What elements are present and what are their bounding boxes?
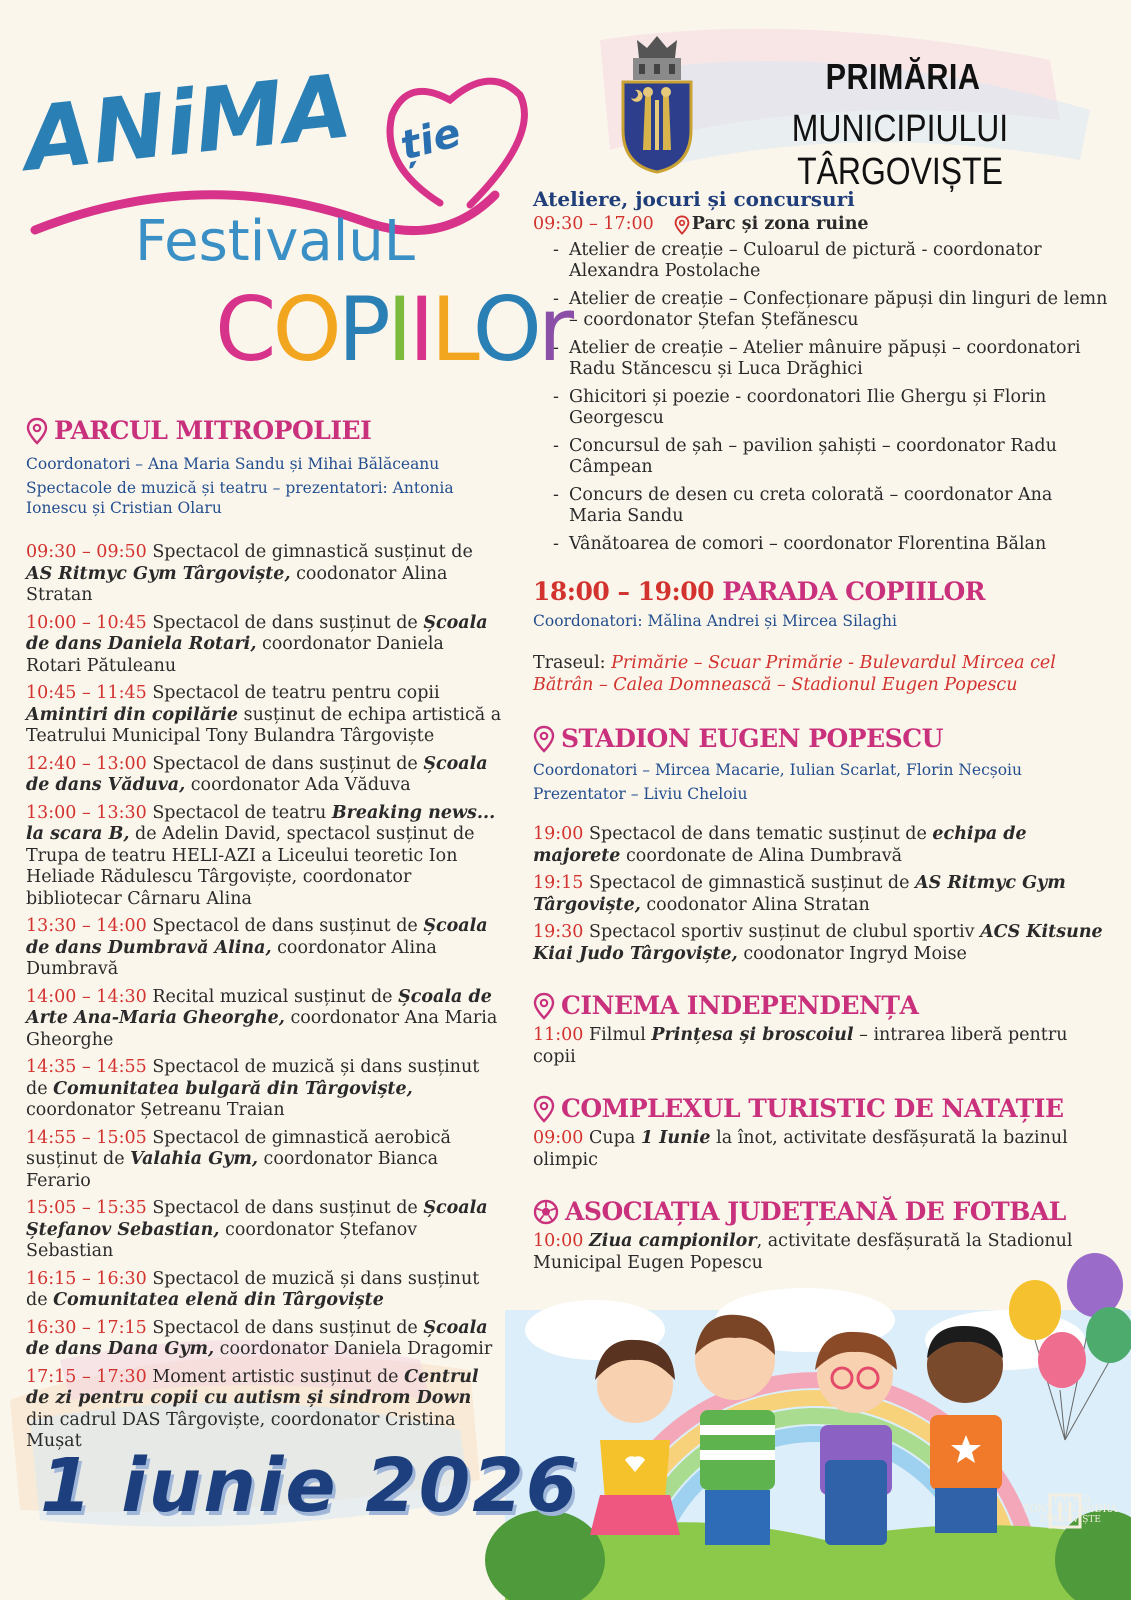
location-pin-icon (26, 417, 48, 445)
event-item (26, 1318, 502, 1361)
event-item (26, 683, 502, 748)
event-time: 10:00 (533, 1231, 584, 1251)
parada-traseu (533, 653, 1108, 696)
soccer-ball-icon (533, 1199, 559, 1225)
event-text: Spectacol de muzică și dans susținut de (26, 1057, 480, 1099)
event-item (26, 542, 502, 607)
traseu-route: Primărie – Scuar Primărie - Bulevardul Mircea cel Bătrân – Calea Domnească – Stadionul Eugen Popescu (533, 653, 1056, 695)
event-text: Spectacol de teatru (146, 802, 332, 823)
event-text: Spectacol de dans susținut de (146, 1317, 424, 1338)
event-time: 14:55 – 15:05 (26, 1127, 147, 1148)
event-text: Recital muzical susținut de (146, 986, 399, 1007)
theatre-logo-line1: TEATRUL (1047, 1495, 1093, 1505)
event-time: 19:30 (533, 922, 584, 942)
event-highlight: AS Ritmyc Gym Târgoviște, (26, 563, 291, 584)
event-item (533, 1025, 1108, 1068)
event-text: din cadrul DAS Târgoviște, coordonator Cristina Mușat (26, 1409, 456, 1451)
event-text: Spectacol de dans susținut de (146, 612, 424, 633)
event-text: , activitate desfășurată la Stadionul Municipal Eugen Popescu (533, 1231, 1073, 1273)
section-title: CINEMA INDEPENDENȚA (561, 991, 919, 1020)
event-text: la înot, activitate desfășurată la bazinul olimpic (533, 1128, 1068, 1170)
section-heading (533, 724, 1108, 754)
parada-time: 18:00 – 19:00 (533, 577, 715, 606)
event-time: 16:15 – 16:30 (26, 1268, 147, 1289)
event-text: coordonator Daniela Rotari Pătuleanu (26, 634, 444, 676)
event-item (26, 754, 502, 797)
event-text: Spectacol de teatru pentru copii (146, 683, 440, 703)
event-time: 12:40 – 13:00 (26, 753, 147, 774)
event-text: Filmul (583, 1025, 652, 1045)
parada-heading (533, 577, 1108, 607)
logo-tie: ție (395, 109, 466, 170)
complex-section (533, 1094, 1108, 1171)
event-item (26, 987, 502, 1052)
prezentatori-text: Spectacole de muzică și teatru – prezentatori: Antonia Ionescu și Cristian Olaru (26, 479, 454, 517)
event-text: Spectacol de muzică și dans susținut de (26, 1268, 480, 1310)
event-text: Spectacol de gimnastică susținut de (146, 542, 473, 562)
event-text: Spectacol de dans susținut de (146, 1198, 424, 1218)
event-text: coordonator Ștefanov Sebastian (26, 1219, 418, 1261)
event-text: coordonator Șetreanu Traian (26, 1100, 285, 1120)
ateliere-time: 09:30 – 17:00 (533, 214, 654, 234)
event-text: coordonate de Alina Dumbravă (620, 845, 903, 866)
event-time: 16:30 – 17:15 (26, 1317, 147, 1338)
festival-logo (19, 54, 571, 385)
event-time: 17:15 – 17:30 (26, 1366, 147, 1387)
list-item: - Atelier de creație – Confecționare păpuși din linguri de lemn – coordonator Ștefan Ștefănescu (553, 289, 1108, 332)
city-crest-icon (617, 30, 697, 175)
section-title: ASOCIAȚIA JUDEȚEANĂ DE FOTBAL (565, 1197, 1066, 1226)
logo-copiilor: COPIILOr (215, 278, 571, 381)
cinema-section (533, 991, 1108, 1068)
event-text: coodonator Alina Stratan (26, 563, 448, 605)
event-text: coodonator Alina Stratan (640, 894, 870, 915)
parada-section (533, 577, 1108, 696)
event-text: coordonator Daniela Dragomir (214, 1339, 493, 1359)
event-time: 10:45 – 11:45 (26, 683, 147, 703)
right-column (533, 186, 1108, 1274)
logo-anima: ANiMA (19, 54, 356, 191)
event-item (26, 1269, 502, 1312)
event-highlight: Valahia Gym, (130, 1149, 258, 1169)
parada-title: PARADA COPIILOR (722, 577, 986, 606)
event-highlight: Comunitatea elenă din Târgoviște (53, 1290, 384, 1310)
section-title: COMPLEXUL TURISTIC DE NATAȚIE (561, 1094, 1064, 1123)
event-highlight: Școala de Arte Ana-Maria Gheorghe, (26, 986, 492, 1028)
event-date: 1 iunie 2026 (40, 1443, 580, 1529)
event-highlight: echipa de majorete (533, 824, 1027, 866)
event-text: coordonator Bianca Ferario (26, 1149, 439, 1191)
event-text: coordonator Ana Maria Gheorghe (26, 1008, 498, 1050)
event-time: 14:35 – 14:55 (26, 1057, 147, 1077)
event-time: 14:00 – 14:30 (26, 986, 147, 1007)
event-highlight: Centrul de zi pentru copii cu autism și sindrom Down (26, 1366, 479, 1408)
location-pin-icon (533, 992, 555, 1020)
primaria-title: PRIMĂRIA (825, 56, 981, 97)
event-item (26, 803, 502, 911)
ateliere-when-where (533, 214, 1108, 236)
event-text: Cupa (583, 1128, 641, 1148)
event-text: Spectacol de dans susținut de (146, 916, 424, 936)
section-heading (533, 1094, 1108, 1124)
event-time: 11:00 (533, 1025, 584, 1045)
event-item (26, 613, 502, 678)
event-item (533, 922, 1108, 965)
event-item (26, 1057, 502, 1122)
list-item: - Atelier de creație – Culoarul de pictură - coordonator Alexandra Postolache (553, 240, 1108, 283)
event-highlight: Comunitatea bulgară din Târgoviște, (53, 1078, 413, 1099)
list-item: - Ghicitori și poezie - coordonatori Ilie Ghergu și Florin Georgescu (553, 387, 1108, 430)
event-highlight: Școala de dans Dumbravă Alina, (26, 916, 488, 958)
event-highlight: Școala de dans Dana Gym, (26, 1317, 488, 1359)
event-highlight: Ziua campionilor (589, 1231, 757, 1251)
stadion-prezentator: Prezentator – Liviu Cheloiu (533, 785, 748, 803)
event-text: Spectacol de gimnastică susținut de (583, 873, 916, 893)
event-item (533, 873, 1108, 916)
event-time: 13:30 – 14:00 (26, 916, 147, 936)
event-time: 09:30 – 09:50 (26, 542, 147, 562)
event-highlight: AS Ritmyc Gym Târgoviște, (533, 873, 1066, 915)
list-item: - Atelier de creație – Atelier mânuire păpuși – coordonatori Radu Stăncescu și Luca Drăghici (553, 338, 1108, 381)
event-text: Spectacol de dans tematic susținut de (583, 824, 933, 844)
theatre-logo-line2: TONY BULANDRA (1022, 1504, 1118, 1515)
event-item (26, 1198, 502, 1263)
event-text: coordonator Ada Văduva (185, 775, 411, 795)
event-text: Spectacol de dans susținut de (146, 753, 424, 774)
event-time: 19:15 (533, 873, 584, 893)
theatre-logo-line3: TÂRGOVIȘTE (1039, 1515, 1101, 1525)
event-time: 09:00 (533, 1128, 584, 1148)
ateliere-location: Parc și zona ruine (691, 214, 869, 234)
list-item: - Vânătoarea de comori – coordonator Florentina Bălan (553, 534, 1108, 556)
logo-festivalul: FestivaluL (135, 209, 415, 274)
event-highlight: Prințesa și broscoiul (651, 1025, 854, 1045)
traseu-label: Traseul: (533, 653, 612, 673)
event-text: susținut de echipa artistică a Teatrului Municipal Tony Bulandra Târgoviște (26, 704, 502, 746)
location-pin-icon (533, 725, 555, 753)
ateliere-list (533, 240, 1108, 556)
list-item: - Concursul de șah – pavilion șahiști – coordonator Radu Câmpean (553, 436, 1108, 479)
event-item (26, 916, 502, 981)
ateliere-title: Ateliere, jocuri și concursuri (533, 187, 855, 211)
event-text: de Adelin David, spectacol susținut de Trupa de teatru HELI-AZI a Liceului teoretic Ion Heliade Rădulescu Târgoviște, coordonator bibliotecar Cârnaru Alina (26, 824, 475, 909)
stadion-coordonatori: Coordonatori – Mircea Macarie, Iulian Scarlat, Florin Necșoiu (533, 761, 1022, 779)
parada-coordonatori: Coordonatori: Mălina Andrei și Mircea Silaghi (533, 612, 897, 630)
event-highlight: ACS Kitsune Kiai Judo Târgoviște, (533, 922, 1103, 964)
event-highlight: Școala Ștefanov Sebastian, (26, 1198, 488, 1240)
event-highlight: Școala de dans Daniela Rotari, (26, 612, 488, 654)
parcul-mitropoliei-section (26, 416, 502, 1459)
event-highlight: Breaking news... la scara B, (26, 802, 496, 844)
coordonatori-text: Coordonatori – Ana Maria Sandu și Mihai Bălăceanu (26, 455, 440, 473)
list-item: - Concurs de desen cu creta colorată – coordonator Ana Maria Sandu (553, 485, 1108, 528)
section-heading (533, 991, 1108, 1021)
location-pin-icon (533, 1095, 555, 1123)
event-item (26, 1367, 502, 1453)
event-item (26, 1128, 502, 1193)
event-text: Moment artistic susținut de (146, 1366, 405, 1387)
event-text: – intrarea liberă pentru copii (533, 1025, 1068, 1067)
event-highlight: 1 Iunie (640, 1128, 711, 1148)
primaria-subtitle: MUNICIPIULUI TÂRGOVIȘTE (791, 108, 1009, 193)
section-title: STADION EUGEN POPESCU (561, 724, 943, 753)
event-item (533, 824, 1108, 867)
event-item (533, 1128, 1108, 1171)
stadion-section (533, 724, 1108, 965)
event-highlight: Amintiri din copilărie (26, 704, 239, 725)
event-text: coodonator Ingryd Moise (737, 943, 967, 964)
event-text: coordonator Alina Dumbravă (26, 937, 437, 979)
event-highlight: Școala de dans Văduva, (26, 753, 488, 795)
event-time: 15:05 – 15:35 (26, 1198, 147, 1218)
section-heading (26, 416, 502, 446)
event-time: 19:00 (533, 824, 584, 844)
event-time: 10:00 – 10:45 (26, 612, 147, 633)
section-title: PARCUL MITROPOLIEI (54, 416, 372, 445)
event-time: 13:00 – 13:30 (26, 802, 147, 823)
section-heading (533, 1197, 1108, 1227)
location-pin-icon (674, 215, 690, 235)
event-text: Spectacol sportiv susținut de clubul sportiv (583, 922, 981, 942)
theatre-logo (1022, 1495, 1118, 1525)
event-text: Spectacol de gimnastică aerobică susținut de (26, 1127, 451, 1169)
ateliere-section (533, 186, 1108, 555)
kids-illustration (505, 1240, 1131, 1600)
